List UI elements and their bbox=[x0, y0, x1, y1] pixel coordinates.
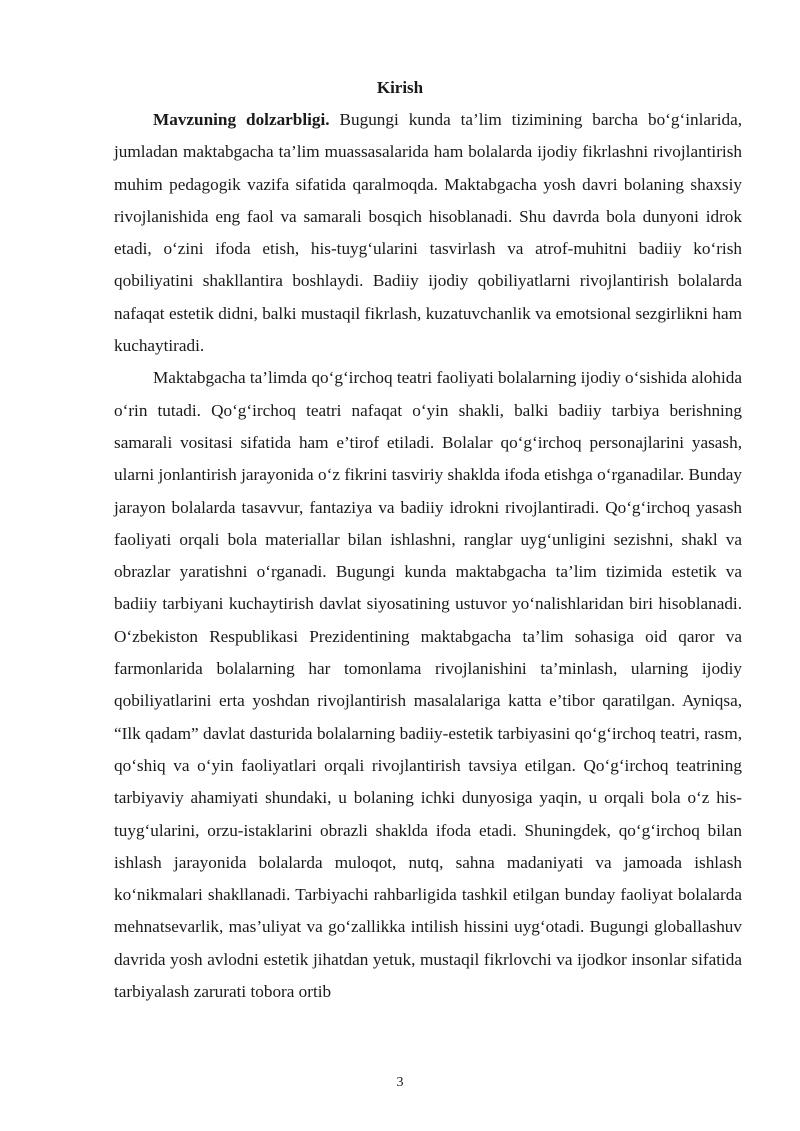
paragraph-text: Bugungi kunda ta’lim tizimining barcha bo‘g‘inlarida, jumladan maktabgacha ta’lim muassasalarida ham bolalarda ijodiy fikrlashni rivojlantirish muhim pedagogik vazifa sifatida qaralmoqda. Maktabgacha yosh davri bolaning shaxsiy rivojlanishida eng faol va samarali bosqich hisoblanadi. Shu davrda bola dunyoni idrok etadi, o‘zini ifoda etish, his-tuyg‘ularini tasvirlash va atrof-muhitni badiiy ko‘rish qobiliyatini shakllantira boshlaydi. Badiiy ijodiy qobiliyatlarni rivojlantirish bolalarda nafaqat estetik didni, balki mustaqil fikrlash, kuzatuvchanlik va emotsional sezgirlikni ham kuchaytiradi. bbox=[114, 110, 743, 356]
paragraph-relevance bbox=[114, 104, 742, 362]
document-body bbox=[114, 104, 742, 1008]
paragraph-lead: Mavzuning dolzarbligi. bbox=[153, 110, 330, 129]
page-number: 3 bbox=[396, 1075, 404, 1090]
page-title: Kirish bbox=[376, 78, 424, 97]
paragraph-puppet-theatre: Maktabgacha ta’limda qo‘g‘irchoq teatri faoliyati bolalarning ijodiy o‘sishida alohida o‘rin tutadi. Qo‘g‘irchoq teatri nafaqat o‘yin shakli, balki badiiy tarbiya berishning samarali vositasi sifatida ham e’tirof etiladi. Bolalar qo‘g‘irchoq personajlarini yasash, ularni jonlantirish jarayonida o‘z fikrini tasviriy shaklda ifoda etishga o‘rganadilar. Bunday jarayon bolalarda tasavvur, fantaziya va badiiy idrokni rivojlantiradi. Qo‘g‘irchoq yasash faoliyati orqali bola materiallar bilan ishlashni, ranglar uyg‘unligini sezishni, shakl va obrazlar yaratishni o‘rganadi. Bugungi kunda maktabgacha ta’lim tizimida estetik va badiiy tarbiyani kuchaytirish davlat siyosatining ustuvor yo‘nalishlaridan biri hisoblanadi. O‘zbekiston Respublikasi Prezidentining maktabgacha ta’lim sohasiga oid qaror va farmonlarida bolalarning har tomonlama rivojlanishini ta’minlash, ularning ijodiy qobiliyatlarini erta yoshdan rivojlantirish masalalariga katta e’tibor qaratilgan. Ayniqsa, “Ilk qadam” davlat dasturida bolalarning badiiy-estetik tarbiyasini qo‘g‘irchoq teatri, rasm, qo‘shiq va o‘yin faoliyatlari orqali rivojlantirish tavsiya etilgan. Qo‘g‘irchoq teatrining tarbiyaviy ahamiyati shundaki, u bolaning ichki dunyosiga yaqin, u orqali bola o‘z his-tuyg‘ularini, orzu-istaklarini obrazli shaklda ifoda etadi. Shuningdek, qo‘g‘irchoq bilan ishlash jarayonida bolalarda muloqot, nutq, sahna madaniyati va jamoada ishlash ko‘nikmalari shakllanadi. Tarbiyachi rahbarligida tashkil etilgan bunday faoliyat bolalarda mehnatsevarlik, mas’uliyat va go‘zallikka intilish hissini uyg‘otadi. Bugungi globallashuv davrida yosh avlodni estetik jihatdan yetuk, mustaqil fikrlovchi va ijodkor insonlar sifatida tarbiyalash zarurati tobora ortib bbox=[114, 368, 742, 1002]
